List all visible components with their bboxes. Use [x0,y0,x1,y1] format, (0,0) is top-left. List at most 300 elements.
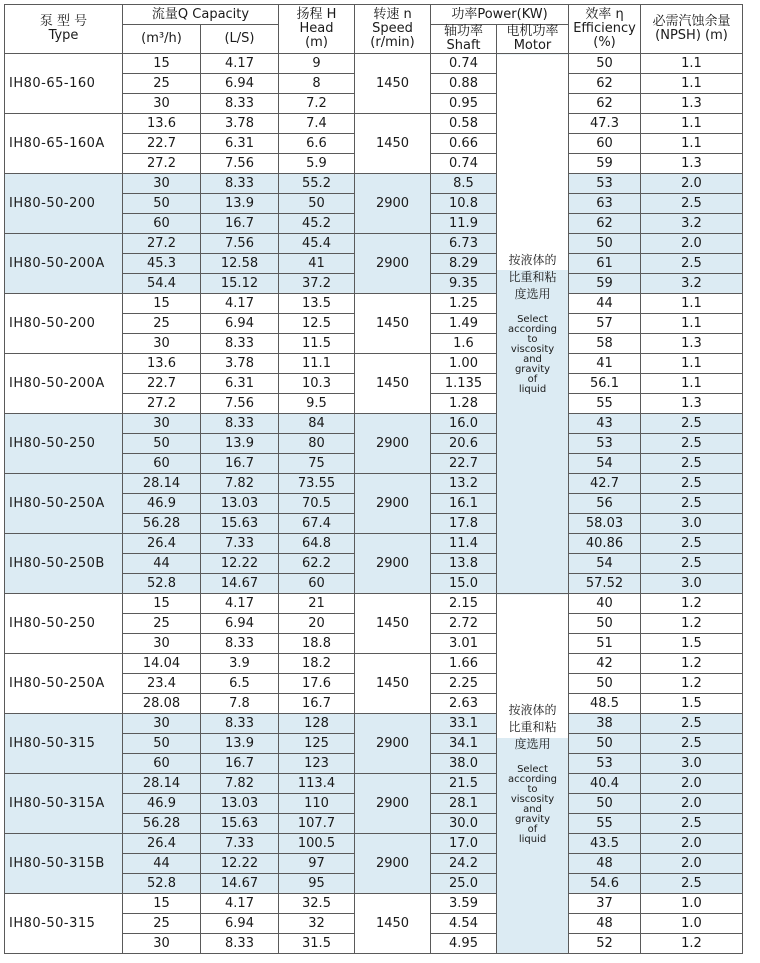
efficiency-cell: 48 [569,854,641,874]
capacity-ls-cell: 6.94 [201,614,279,634]
capacity-ls-cell: 13.9 [201,434,279,454]
npsh-cell: 3.0 [641,514,743,534]
note-en-line: viscosity [510,344,555,355]
shaft-power-cell: 1.6 [431,334,497,354]
capacity-m3h-cell: 15 [123,54,201,74]
note-en-line: according [508,324,557,335]
npsh-cell: 1.1 [641,354,743,374]
capacity-ls-cell: 7.56 [201,154,279,174]
capacity-ls-cell: 4.17 [201,54,279,74]
table-body [5,54,743,954]
pump-performance-table [4,4,743,954]
type-header: 泵 型 号 Type [5,5,123,54]
capacity-ls-cell: 8.33 [201,714,279,734]
capacity-ls-cell: 8.33 [201,94,279,114]
head-cell: 18.2 [279,654,355,674]
note-en-line: according [508,774,557,785]
head-cell: 73.55 [279,474,355,494]
shaft-power-cell: 0.88 [431,74,497,94]
motor-power-header: 电机功率 Motor [497,25,569,54]
efficiency-cell: 50 [569,734,641,754]
capacity-m3h-cell: 27.2 [123,154,201,174]
capacity-m3h-cell: 45.3 [123,254,201,274]
speed-header: 转速 n Speed (r/min) [355,5,431,54]
capacity-m3h-cell: 30 [123,714,201,734]
npsh-cell: 1.0 [641,914,743,934]
npsh-cell: 2.5 [641,474,743,494]
capacity-ls-cell: 15.12 [201,274,279,294]
shaft-power-cell: 11.4 [431,534,497,554]
capacity-ls-cell: 8.33 [201,934,279,954]
head-cell: 9.5 [279,394,355,414]
shaft-power-cell: 1.135 [431,374,497,394]
capacity-ls-cell: 7.8 [201,694,279,714]
speed-cell: 2900 [355,474,431,534]
capacity-ls-cell: 16.7 [201,454,279,474]
capacity-m3h-cell: 25 [123,614,201,634]
speed-cell: 2900 [355,774,431,834]
head-cell: 13.5 [279,294,355,314]
capacity-m3h-cell: 50 [123,734,201,754]
efficiency-cell: 53 [569,174,641,194]
npsh-cell: 3.2 [641,274,743,294]
npsh-cell: 3.0 [641,574,743,594]
shaft-power-cell: 1.25 [431,294,497,314]
capacity-ls-cell: 12.22 [201,554,279,574]
model-type-cell: IH80-50-250A [5,474,123,534]
npsh-cell: 1.1 [641,134,743,154]
npsh-cell: 2.5 [641,494,743,514]
head-cell: 67.4 [279,514,355,534]
note-en-line: viscosity [510,794,555,805]
shaft-power-cell: 28.1 [431,794,497,814]
model-type-cell: IH80-50-315 [5,894,123,954]
efficiency-cell: 59 [569,154,641,174]
capacity-ls-cell: 4.17 [201,894,279,914]
note-en-line: and [523,354,542,365]
capacity-m3h-cell: 26.4 [123,534,201,554]
shaft-power-cell: 3.01 [431,634,497,654]
table-row [5,774,743,794]
capacity-ls-cell: 15.63 [201,814,279,834]
capacity-ls-cell: 8.33 [201,174,279,194]
efficiency-cell: 61 [569,254,641,274]
shaft-power-cell: 1.49 [431,314,497,334]
table-row [5,714,743,734]
shaft-power-cell: 9.35 [431,274,497,294]
npsh-cell: 2.5 [641,874,743,894]
model-type-cell: IH80-50-250A [5,654,123,714]
shaft-power-cell: 22.7 [431,454,497,474]
capacity-ls-cell: 7.56 [201,234,279,254]
efficiency-cell: 62 [569,214,641,234]
head-cell: 55.2 [279,174,355,194]
head-cell: 45.4 [279,234,355,254]
speed-cell: 1450 [355,654,431,714]
note-cn-line: 度选用 [514,287,551,301]
shaft-power-cell: 8.29 [431,254,497,274]
head-cell: 5.9 [279,154,355,174]
model-type-cell: IH80-65-160A [5,114,123,174]
capacity-ls-cell: 7.82 [201,774,279,794]
head-cell: 113.4 [279,774,355,794]
head-cell: 20 [279,614,355,634]
efficiency-cell: 56.1 [569,374,641,394]
model-type-cell: IH80-50-200A [5,354,123,414]
npsh-cell: 1.3 [641,394,743,414]
capacity-ls-cell: 13.9 [201,194,279,214]
efficiency-cell: 53 [569,754,641,774]
npsh-cell: 1.1 [641,294,743,314]
note-cn-line: 比重和粘 [508,270,557,284]
efficiency-cell: 53 [569,434,641,454]
speed-cell: 1450 [355,114,431,174]
capacity-ls-cell: 3.9 [201,654,279,674]
npsh-cell: 2.0 [641,234,743,254]
table-row [5,534,743,554]
head-cell: 17.6 [279,674,355,694]
note-en-line: liquid [518,834,547,845]
table-row [5,294,743,314]
shaft-power-cell: 25.0 [431,874,497,894]
shaft-power-cell: 2.25 [431,674,497,694]
capacity-m3h-cell: 56.28 [123,814,201,834]
speed-cell: 2900 [355,234,431,294]
note-en-line: of [527,824,538,835]
shaft-power-cell: 17.8 [431,514,497,534]
shaft-power-cell: 0.58 [431,114,497,134]
capacity-m3h-cell: 30 [123,634,201,654]
shaft-power-cell: 16.1 [431,494,497,514]
table-row [5,474,743,494]
capacity-m3h-cell: 52.8 [123,874,201,894]
efficiency-cell: 62 [569,74,641,94]
shaft-power-cell: 1.00 [431,354,497,374]
speed-cell: 2900 [355,834,431,894]
head-cell: 7.4 [279,114,355,134]
efficiency-cell: 37 [569,894,641,914]
capacity-ls-cell: 6.31 [201,374,279,394]
efficiency-cell: 57 [569,314,641,334]
head-cell: 97 [279,854,355,874]
table-row [5,654,743,674]
shaft-power-cell: 11.9 [431,214,497,234]
npsh-cell: 2.5 [641,414,743,434]
capacity-ls-cell: 16.7 [201,754,279,774]
efficiency-cell: 56 [569,494,641,514]
npsh-cell: 1.1 [641,314,743,334]
efficiency-cell: 50 [569,674,641,694]
head-cell: 45.2 [279,214,355,234]
capacity-ls-cell: 6.31 [201,134,279,154]
npsh-cell: 2.5 [641,714,743,734]
capacity-ls-cell: 8.33 [201,334,279,354]
shaft-power-cell: 20.6 [431,434,497,454]
npsh-cell: 2.0 [641,794,743,814]
shaft-power-cell: 2.15 [431,594,497,614]
capacity-m3h-cell: 60 [123,214,201,234]
note-cn-line: 按液体的 [508,253,557,267]
note-en-line: and [523,804,542,815]
motor-power-note [497,594,569,954]
head-cell: 80 [279,434,355,454]
speed-cell: 2900 [355,174,431,234]
efficiency-cell: 44 [569,294,641,314]
npsh-cell: 1.0 [641,894,743,914]
capacity-m3h-cell: 46.9 [123,494,201,514]
capacity-ls-cell: 6.5 [201,674,279,694]
efficiency-cell: 62 [569,94,641,114]
head-cell: 62.2 [279,554,355,574]
shaft-power-cell: 34.1 [431,734,497,754]
note-en-line: Select [517,764,548,775]
npsh-cell: 1.3 [641,94,743,114]
capacity-m3h-cell: 15 [123,594,201,614]
head-cell: 60 [279,574,355,594]
shaft-power-cell: 13.8 [431,554,497,574]
motor-power-note [497,54,569,594]
shaft-power-cell: 15.0 [431,574,497,594]
shaft-power-cell: 1.66 [431,654,497,674]
efficiency-cell: 38 [569,714,641,734]
note-cn-line: 比重和粘 [508,720,557,734]
efficiency-cell: 52 [569,934,641,954]
head-cell: 31.5 [279,934,355,954]
shaft-power-cell: 0.74 [431,54,497,74]
capacity-m3h-cell: 14.04 [123,654,201,674]
npsh-cell: 1.1 [641,74,743,94]
capacity-m3h-cell: 30 [123,414,201,434]
head-cell: 7.2 [279,94,355,114]
note-en-line: Select [517,314,548,325]
npsh-cell: 2.5 [641,534,743,554]
model-type-cell: IH80-50-200A [5,234,123,294]
shaft-power-cell: 2.63 [431,694,497,714]
efficiency-cell: 47.3 [569,114,641,134]
npsh-cell: 1.5 [641,634,743,654]
capacity-ls-cell: 15.63 [201,514,279,534]
efficiency-cell: 42 [569,654,641,674]
efficiency-cell: 43 [569,414,641,434]
speed-cell: 1450 [355,894,431,954]
shaft-power-cell: 4.54 [431,914,497,934]
note-en-line: of [527,374,538,385]
model-type-cell: IH80-50-200 [5,294,123,354]
npsh-header: 必需汽蚀余量 (NPSH) (m) [641,5,743,54]
head-cell: 84 [279,414,355,434]
note-en-line: to [527,784,538,795]
capacity-m3h-cell: 25 [123,314,201,334]
capacity-ls-cell: 7.33 [201,534,279,554]
table-row [5,54,743,74]
efficiency-header: 效率 η Efficiency (%) [569,5,641,54]
head-cell: 11.1 [279,354,355,374]
capacity-ls-cell: 13.03 [201,794,279,814]
capacity-m3h-cell: 22.7 [123,374,201,394]
shaft-power-cell: 0.95 [431,94,497,114]
efficiency-cell: 55 [569,814,641,834]
capacity-header: 流量Q Capacity [123,5,279,25]
table-header [5,5,743,54]
capacity-m3h-cell: 60 [123,454,201,474]
efficiency-cell: 40 [569,594,641,614]
capacity-ls-cell: 4.17 [201,294,279,314]
head-cell: 11.5 [279,334,355,354]
shaft-power-header: 轴功率 Shaft [431,25,497,54]
table-row [5,594,743,614]
shaft-power-cell: 10.8 [431,194,497,214]
capacity-ls-cell: 3.78 [201,114,279,134]
npsh-cell: 1.2 [641,614,743,634]
npsh-cell: 1.1 [641,114,743,134]
npsh-cell: 2.5 [641,454,743,474]
shaft-power-cell: 16.0 [431,414,497,434]
speed-cell: 1450 [355,54,431,114]
table-row [5,894,743,914]
capacity-ls-cell: 7.56 [201,394,279,414]
capacity-m3h-cell: 25 [123,74,201,94]
capacity-m3h-cell: 50 [123,434,201,454]
npsh-cell: 1.3 [641,334,743,354]
efficiency-cell: 42.7 [569,474,641,494]
head-cell: 16.7 [279,694,355,714]
capacity-ls-cell: 12.22 [201,854,279,874]
capacity-m3h-header: (m³/h) [123,25,201,54]
table-row [5,174,743,194]
efficiency-cell: 40.4 [569,774,641,794]
capacity-m3h-cell: 28.08 [123,694,201,714]
table-row [5,234,743,254]
capacity-m3h-cell: 27.2 [123,394,201,414]
note-en-line: liquid [518,384,547,395]
efficiency-cell: 63 [569,194,641,214]
shaft-power-cell: 2.72 [431,614,497,634]
head-cell: 64.8 [279,534,355,554]
head-cell: 95 [279,874,355,894]
model-type-cell: IH80-65-160 [5,54,123,114]
capacity-m3h-cell: 30 [123,94,201,114]
head-cell: 12.5 [279,314,355,334]
model-type-cell: IH80-50-250B [5,534,123,594]
table-row [5,354,743,374]
npsh-cell: 1.2 [641,594,743,614]
capacity-m3h-cell: 30 [123,174,201,194]
npsh-cell: 1.2 [641,674,743,694]
capacity-m3h-cell: 28.14 [123,774,201,794]
head-cell: 70.5 [279,494,355,514]
speed-cell: 2900 [355,714,431,774]
head-cell: 100.5 [279,834,355,854]
shaft-power-cell: 13.2 [431,474,497,494]
capacity-m3h-cell: 56.28 [123,514,201,534]
model-type-cell: IH80-50-250 [5,594,123,654]
speed-cell: 2900 [355,414,431,474]
efficiency-cell: 48 [569,914,641,934]
head-cell: 9 [279,54,355,74]
head-cell: 37.2 [279,274,355,294]
capacity-m3h-cell: 46.9 [123,794,201,814]
shaft-power-cell: 24.2 [431,854,497,874]
model-type-cell: IH80-50-200 [5,174,123,234]
npsh-cell: 2.5 [641,734,743,754]
efficiency-cell: 40.86 [569,534,641,554]
shaft-power-cell: 3.59 [431,894,497,914]
head-cell: 123 [279,754,355,774]
efficiency-cell: 57.52 [569,574,641,594]
model-type-cell: IH80-50-315 [5,714,123,774]
capacity-ls-cell: 16.7 [201,214,279,234]
capacity-ls-cell: 8.33 [201,414,279,434]
npsh-cell: 2.0 [641,854,743,874]
shaft-power-cell: 8.5 [431,174,497,194]
head-cell: 18.8 [279,634,355,654]
shaft-power-cell: 0.66 [431,134,497,154]
table-row [5,114,743,134]
speed-cell: 2900 [355,534,431,594]
note-en-line: gravity [514,814,551,825]
shaft-power-cell: 1.28 [431,394,497,414]
npsh-cell: 1.1 [641,374,743,394]
npsh-cell: 2.0 [641,774,743,794]
capacity-m3h-cell: 13.6 [123,354,201,374]
npsh-cell: 1.2 [641,654,743,674]
npsh-cell: 1.1 [641,54,743,74]
capacity-m3h-cell: 54.4 [123,274,201,294]
efficiency-cell: 50 [569,54,641,74]
shaft-power-cell: 6.73 [431,234,497,254]
model-type-cell: IH80-50-250 [5,414,123,474]
shaft-power-cell: 21.5 [431,774,497,794]
table-row [5,414,743,434]
shaft-power-cell: 38.0 [431,754,497,774]
efficiency-cell: 54 [569,454,641,474]
efficiency-cell: 50 [569,794,641,814]
npsh-cell: 2.5 [641,814,743,834]
capacity-m3h-cell: 44 [123,554,201,574]
capacity-m3h-cell: 26.4 [123,834,201,854]
shaft-power-cell: 17.0 [431,834,497,854]
capacity-m3h-cell: 22.7 [123,134,201,154]
capacity-m3h-cell: 27.2 [123,234,201,254]
npsh-cell: 2.5 [641,554,743,574]
efficiency-cell: 50 [569,234,641,254]
head-cell: 125 [279,734,355,754]
head-cell: 32.5 [279,894,355,914]
capacity-m3h-cell: 15 [123,894,201,914]
efficiency-cell: 55 [569,394,641,414]
npsh-cell: 2.5 [641,434,743,454]
efficiency-cell: 58.03 [569,514,641,534]
head-cell: 50 [279,194,355,214]
capacity-ls-cell: 7.33 [201,834,279,854]
npsh-cell: 2.0 [641,834,743,854]
efficiency-cell: 51 [569,634,641,654]
capacity-ls-cell: 8.33 [201,634,279,654]
head-header: 扬程 H Head (m) [279,5,355,54]
capacity-ls-cell: 14.67 [201,574,279,594]
head-cell: 128 [279,714,355,734]
capacity-m3h-cell: 60 [123,754,201,774]
head-cell: 41 [279,254,355,274]
efficiency-cell: 41 [569,354,641,374]
efficiency-cell: 60 [569,134,641,154]
capacity-ls-cell: 6.94 [201,314,279,334]
efficiency-cell: 48.5 [569,694,641,714]
efficiency-cell: 50 [569,614,641,634]
npsh-cell: 2.0 [641,174,743,194]
npsh-cell: 2.5 [641,254,743,274]
note-en-line: to [527,334,538,345]
